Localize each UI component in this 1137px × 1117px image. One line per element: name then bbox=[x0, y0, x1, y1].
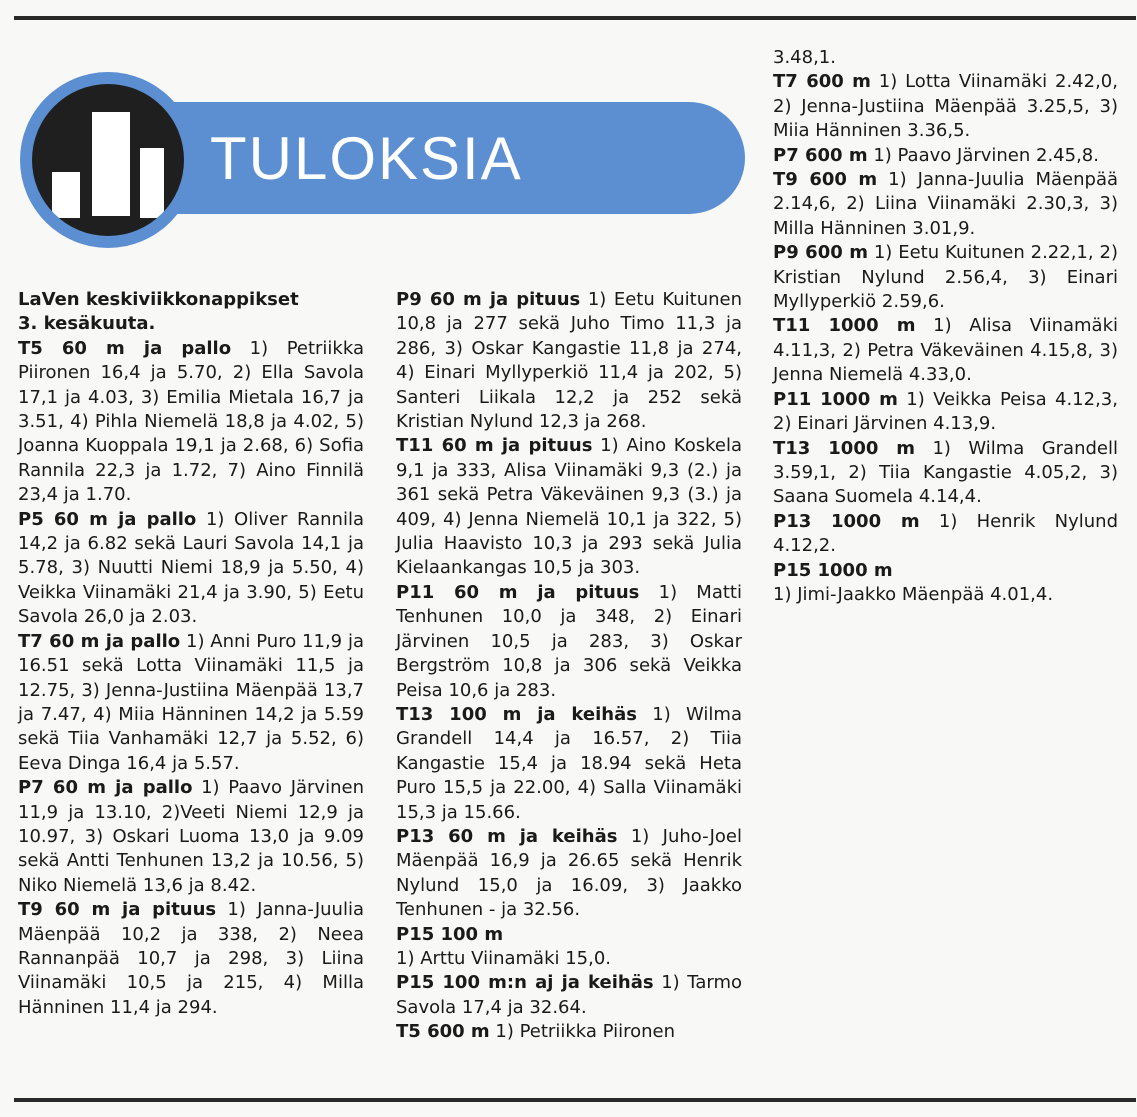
event-results: 1) Aino Koskela 9,1 ja 333, Alisa Viinamäki 9,3 (2.) ja 361 sekä Petra Väkeväinen 9,3 (3.) ja 409, 4) Jenna Niemelä 10,1 ja 322, 5) Julia Haavisto 10,3 ja 293 sekä Julia Kielaankangas 10,5 ja 303. bbox=[396, 435, 742, 579]
bar-chart-logo-icon bbox=[20, 72, 196, 248]
results-column-1 bbox=[18, 288, 364, 1020]
event-results: 1) Eetu Kuitunen 10,8 ja 277 sekä Juho Timo 11,3 ja 286, 3) Oskar Kangastie 11,8 ja 274, 4) Einari Myllyperkiö 11,4 ja 202, 5) Santeri Liikala 12,2 ja 252 sekä Kristian Nylund 12,3 ja 268. bbox=[396, 289, 743, 433]
banner-title: TULOKSIA bbox=[210, 125, 523, 192]
event-label: T7 60 m ja pallo bbox=[18, 630, 181, 652]
result-entry bbox=[773, 437, 1118, 510]
event-label: P15 1000 m bbox=[773, 559, 893, 581]
result-entry bbox=[773, 46, 1118, 70]
event-label: T11 60 m ja pituus bbox=[396, 435, 593, 457]
event-label: P13 60 m ja keihäs bbox=[396, 825, 618, 847]
top-rule bbox=[14, 16, 1136, 20]
result-entry bbox=[396, 434, 742, 580]
result-entry bbox=[396, 581, 742, 703]
event-results: 1) Paavo Järvinen 2.45,8. bbox=[867, 144, 1099, 166]
result-entry bbox=[773, 583, 1118, 607]
event-results: 1) Petriikka Piironen 16,4 ja 5.70, 2) Ella Savola 17,1 ja 4.03, 3) Emilia Mietala 16,7 ja 3.51, 4) Pihla Niemelä 18,8 ja 4.02, 5) Joanna Kuoppala 19,1 ja 2.68, 6) Sofia Rannila 22,3 ja 1.72, 7) Aino Finnilä 23,4 ja 1.70. bbox=[18, 337, 364, 506]
event-label: T13 100 m ja keihäs bbox=[396, 703, 637, 725]
result-entry bbox=[773, 388, 1118, 437]
event-results: 1) Janna-Juulia Mäenpää 10,2 ja 338, 2) Neea Rannanpää 10,7 ja 298, 3) Liina Viinamäki 10,5 ja 215, 4) Milla Hänninen 11,4 ja 294. bbox=[18, 899, 364, 1018]
event-results: 1) Oliver Rannila 14,2 ja 6.82 sekä Lauri Savola 14,1 ja 5.78, 3) Nuutti Niemi 18,9 ja 5.50, 4) Veikka Viinamäki 21,4 ja 3.90, 5) Eetu Savola 26,0 ja 2.03. bbox=[18, 508, 364, 628]
event-results: 1) Lotta Viinamäki 2.42,0, 2) Jenna-Justiina Mäenpää 3.25,5, 3) Miia Hänninen 3.36,5. bbox=[773, 71, 1118, 142]
event-results: 1) Wilma Grandell 14,4 ja 16.57, 2) Tiia Kangastie 15,4 ja 18.94 sekä Heta Puro 15,5 ja 22.00, 4) Salla Viinamäki 15,3 ja 15.66. bbox=[396, 703, 742, 823]
event-results: 1) Alisa Viinamäki 4.11,3, 2) Petra Väkeväinen 4.15,8, 3) Jenna Niemelä 4.33,0. bbox=[773, 315, 1118, 386]
results-column-3 bbox=[773, 46, 1118, 607]
result-entry bbox=[773, 510, 1118, 559]
event-label: T5 60 m ja pallo bbox=[18, 337, 232, 359]
event-label: T11 1000 m bbox=[773, 315, 916, 337]
result-entry bbox=[18, 898, 364, 1020]
result-entry bbox=[773, 70, 1118, 143]
event-label: P7 600 m bbox=[773, 144, 868, 166]
event-results: 1) Veikka Peisa 4.12,3, 2) Einari Järvinen 4.13,9. bbox=[773, 388, 1118, 435]
result-entry bbox=[396, 971, 742, 1020]
event-results: 1) Jimi-Jaakko Mäenpää 4.01,4. bbox=[773, 583, 1054, 605]
results-banner bbox=[20, 72, 750, 252]
bottom-rule bbox=[14, 1098, 1136, 1102]
result-entry bbox=[396, 1020, 742, 1044]
event-results: 1) Paavo Järvinen 11,9 ja 13.10, 2)Veeti Niemi 12,9 ja 10.97, 3) Oskari Luoma 13,0 ja 9.09 sekä Antti Tenhunen 13,2 ja 10.56, 5) Niko Niemelä 13,6 ja 8.42. bbox=[18, 777, 364, 896]
event-results: 3.48,1. bbox=[773, 47, 836, 68]
result-entry bbox=[773, 144, 1118, 168]
event-label: P7 60 m ja pallo bbox=[18, 777, 193, 799]
event-results: 1) Henrik Nylund 4.12,2. bbox=[773, 510, 1118, 557]
result-entry bbox=[18, 508, 364, 630]
results-column-2 bbox=[396, 288, 742, 1045]
result-entry bbox=[773, 559, 1118, 583]
result-entry bbox=[773, 168, 1118, 241]
result-entry bbox=[773, 241, 1118, 314]
event-label: P11 60 m ja pituus bbox=[396, 581, 640, 603]
event-results: 1) Petriikka Piironen bbox=[489, 1021, 675, 1043]
event-label: P5 60 m ja pallo bbox=[18, 508, 197, 530]
result-entry bbox=[18, 776, 364, 898]
event-label: T9 60 m ja pituus bbox=[18, 899, 217, 921]
result-entry bbox=[396, 703, 742, 825]
result-entry bbox=[396, 947, 742, 971]
event-results: 1) Eetu Kuitunen 2.22,1, 2) Kristian Nylund 2.56,4, 3) Einari Myllyperkiö 2.59,6. bbox=[773, 242, 1118, 313]
result-entry bbox=[18, 630, 364, 776]
result-entry bbox=[396, 825, 742, 923]
result-entry bbox=[18, 337, 364, 508]
event-results: 1) Arttu Viinamäki 15,0. bbox=[396, 947, 612, 969]
event-results: 1) Juho-Joel Mäenpää 16,9 ja 26.65 sekä Henrik Nylund 15,0 ja 16.09, 3) Jaakko Tenhunen - ja 32.56. bbox=[396, 825, 742, 921]
result-entry bbox=[396, 288, 742, 434]
event-label: P15 100 m:n aj ja keihäs bbox=[396, 972, 654, 994]
event-label: P11 1000 m bbox=[773, 388, 898, 410]
event-results: 1) Wilma Grandell 3.59,1, 2) Tiia Kangastie 4.05,2, 3) Saana Suomela 4.14,4. bbox=[773, 437, 1119, 508]
event-label: P13 1000 m bbox=[773, 510, 920, 532]
event-label: T7 600 m bbox=[773, 71, 871, 93]
article-date: 3. kesäkuuta. bbox=[18, 313, 156, 335]
event-results: 1) Matti Tenhunen 10,0 ja 348, 2) Einari Järvinen 10,5 ja 283, 3) Oskar Bergström 10,8 ja 306 sekä Veikka Peisa 10,6 ja 283. bbox=[396, 581, 742, 701]
event-results: 1) Tarmo Savola 17,4 ja 32.64. bbox=[396, 972, 742, 1018]
event-label: T9 600 m bbox=[773, 169, 878, 191]
event-label: P15 100 m bbox=[396, 923, 504, 945]
event-results: 1) Anni Puro 11,9 ja 16.51 sekä Lotta Viinamäki 11,5 ja 12.75, 3) Jenna-Justiina Mäenpää 13,7 ja 7.47, 4) Miia Hänninen 14,2 ja 5.59 sekä Tiia Vanhamäki 12,7 ja 5.52, 6) Eeva Dinga 16,4 ja 5.57. bbox=[18, 630, 364, 774]
result-entry bbox=[773, 314, 1118, 387]
event-label: T5 600 m bbox=[396, 1021, 490, 1043]
event-label: P9 600 m bbox=[773, 242, 868, 264]
event-label: T13 1000 m bbox=[773, 437, 916, 459]
event-label: P9 60 m ja pituus bbox=[396, 289, 581, 310]
article-heading: LaVen keskiviikkonappikset bbox=[18, 289, 299, 310]
event-results: 1) Janna-Juulia Mäenpää 2.14,6, 2) Liina Viinamäki 2.30,3, 3) Milla Hänninen 3.01,9. bbox=[773, 169, 1118, 239]
result-entry bbox=[396, 923, 742, 947]
